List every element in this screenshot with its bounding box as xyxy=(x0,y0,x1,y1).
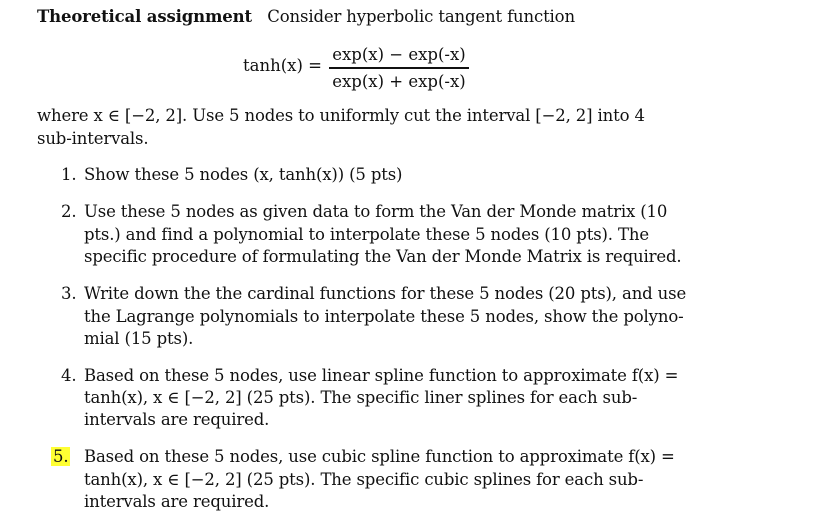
item-2-line-1: Use these 5 nodes as given data to form the Van der Monde matrix (10 xyxy=(84,202,668,221)
item-5-line-2: tanh(x), x ∈ [−2, 2] (25 pts). The specific cubic splines for each sub- xyxy=(84,470,644,489)
assignment-intro: Consider hyperbolic tangent function xyxy=(267,7,575,26)
item-2-number: 2. xyxy=(61,202,77,221)
item-2-line-3: specific procedure of formulating the Van der Monde Matrix is required. xyxy=(84,247,682,266)
fraction-bar xyxy=(329,67,469,69)
item-4-line-2: tanh(x), x ∈ [−2, 2] (25 pts). The specific liner splines for each sub- xyxy=(84,388,638,407)
item-5-line-1: Based on these 5 nodes, use cubic spline function to approximate f(x) = xyxy=(84,447,675,466)
formula-denominator: exp(x) + exp(-x) xyxy=(332,71,466,91)
item-1-number: 1. xyxy=(61,165,77,184)
item-5-number-highlight xyxy=(53,446,70,468)
item-5-number: 5. xyxy=(53,447,69,466)
item-3-line-2: the Lagrange polynomials to interpolate these 5 nodes, show the polyno- xyxy=(84,307,684,326)
item-1-line-1: Show these 5 nodes (x, tanh(x)) (5 pts) xyxy=(84,165,403,184)
item-4-number: 4. xyxy=(61,366,77,385)
assignment-title: Theoretical assignment xyxy=(37,7,252,26)
item-5-line-3: intervals are required. xyxy=(84,492,270,511)
where-line-1: where x ∈ [−2, 2]. Use 5 nodes to uniformly cut the interval [−2, 2] into 4 xyxy=(37,106,645,125)
formula-fraction xyxy=(329,44,469,93)
formula-lhs: tanh(x) = xyxy=(243,56,322,75)
item-3-line-1: Write down the the cardinal functions for these 5 nodes (20 pts), and use xyxy=(84,284,687,303)
header-line xyxy=(37,6,575,28)
item-4-line-3: intervals are required. xyxy=(84,410,270,429)
item-3-line-3: mial (15 pts). xyxy=(84,329,194,348)
item-4-line-1: Based on these 5 nodes, use linear spline function to approximate f(x) = xyxy=(84,366,679,385)
item-2-line-2: pts.) and find a polynomial to interpolate these 5 nodes (10 pts). The xyxy=(84,225,649,244)
formula-numerator: exp(x) − exp(-x) xyxy=(332,45,466,64)
where-line-2: sub-intervals. xyxy=(37,129,149,148)
item-3-number: 3. xyxy=(61,284,77,303)
